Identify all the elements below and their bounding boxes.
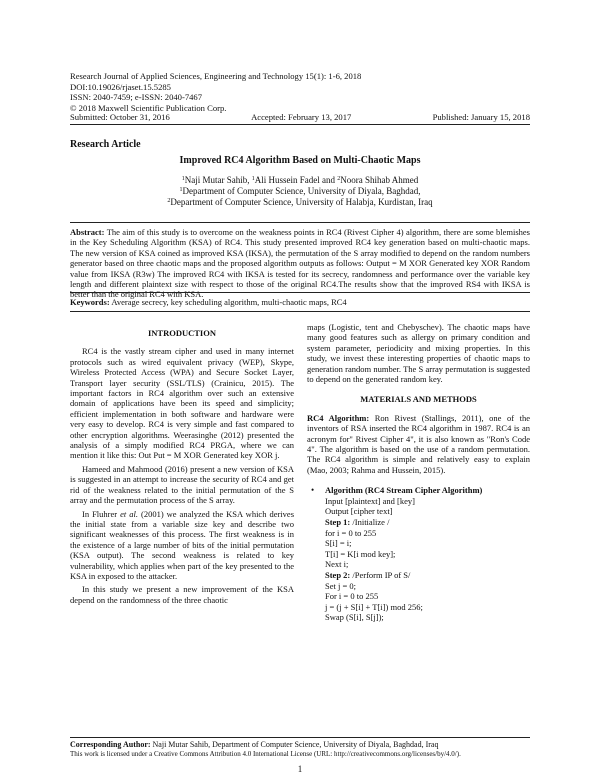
abstract-label: Abstract: [70, 227, 105, 237]
page-number: 1 [297, 764, 303, 774]
affil-sup: 2 [167, 198, 171, 204]
author-3: Noora Shihab Ahmed [340, 175, 419, 185]
doi: DOI:10.19026/rjaset.15.5285 [70, 81, 171, 92]
author-sup: 2 [337, 176, 341, 182]
algorithm-line: S[i] = i; [325, 538, 352, 549]
introduction-heading: INTRODUCTION [147, 328, 216, 338]
algorithm-line: Output [cipher text] [325, 506, 393, 517]
abstract [70, 227, 530, 300]
affiliation-2: $^2$Department of Computer Science, University of Halabja, Kurdistan, Iraq [167, 197, 433, 207]
corresponding-author: Corresponding Author: Naji Mutar Sahib, Department of Computer Science, University of Diyala, Baghdad, Iraq [70, 740, 439, 749]
intro-paragraph-2: Hameed and Mahmood (2016) present a new version of KSA is suggested in an attempt to increase the security of RC4 and get rid of the weakness related to the initial permutation of the S array and the permutation process of the S array. [70, 463, 294, 506]
keywords-text: Average secrecy, key scheduling algorithm, multi-chaotic maps, RC4 [111, 297, 347, 307]
intro-paragraph-1: RC4 is the vastly stream cipher and used in many internet protocols such as wired equivalent privacy (WEP), Skype, Wireless Protected Access (WPA) and Secure Socket Layer, Transport layer security (SSL/TLS) (Crainicu, 2015). The important factors in RC4 algorithm over such an extensive domain of applications have been its speed and simplicity; efficient implementation in both software and hardware were very easy to develop. RC4 is very simple and fast compared to other encryption algorithms. Weerasinghe (2012) presented the analysis of a simply modified RC4 PRGA, where we can mention it like this: Out Put = M XOR Generated key XOR j. [70, 346, 294, 461]
rc4-paragraph: RC4 Algorithm: Ron Rivest (Stallings, 2011), one of the inventors of RSA inserted the RC4 algorithm in 1987. RC4 is an acronym for" Rivest Cipher 4", it is also known as "Ron's Code 4". The algorithm is based on the use of a random permutation. The RC4 algorithm is simple and relatively easy to explain (Mao, 2003; Rahma and Hussein, 2015). [307, 412, 530, 475]
author-sup: 1 [251, 176, 255, 182]
article-dates [70, 112, 530, 122]
algorithm-line: Next i; [325, 559, 349, 570]
affil-sup: 1 [179, 187, 183, 193]
algorithm-line: For i = 0 to 255 [325, 591, 379, 602]
algorithm-title: Algorithm (RC4 Stream Cipher Algorithm) [325, 485, 483, 496]
bullet-icon: • [311, 485, 315, 496]
published-date: Published: January 15, 2018 [432, 112, 530, 122]
keywords [70, 297, 530, 307]
journal-header [70, 71, 361, 113]
submitted-date: Submitted: October 31, 2016 [70, 112, 170, 122]
issn: ISSN: 2040-7459; e-ISSN: 2040-7467 [70, 92, 203, 103]
license-note: This work is licensed under a Creative Commons Attribution 4.0 International License (URL: http://creativecommons.org/licenses/by/4.0/). [70, 749, 461, 758]
algorithm-line: j = (j + S[i] + T[i]) mod 256; [325, 601, 423, 612]
rc4-label: RC4 Algorithm: [307, 412, 370, 423]
accepted-date: Accepted: February 13, 2017 [251, 112, 352, 122]
algorithm-step-2: Step 2: /Perform IP of S/ [325, 570, 411, 581]
author-2: Ali Hussein Fadel and [254, 175, 335, 185]
journal-citation: Research Journal of Applied Sciences, Engineering and Technology 15(1): 1-6, 2018 [70, 71, 362, 81]
keywords-rule [70, 311, 530, 312]
algorithm-step-1: Step 1: /Initialize / [325, 517, 390, 528]
keywords-label: Keywords: [70, 297, 110, 307]
footer [70, 740, 530, 759]
article-type: Research Article [70, 139, 141, 150]
intro-paragraph-5: maps (Logistic, tent and Chebyschev). The chaotic maps have many good features such as allergy on primary condition and system parameter, periodicity and mixing properties. In this study, we invest these interesting properties of chaotic maps to generation random number. The S array permutation is suggested to depend on the generated random key. [307, 322, 530, 385]
author-line [70, 175, 530, 186]
algorithm-line: Set j = 0; [325, 580, 357, 591]
right-column [307, 322, 530, 623]
author-block [70, 175, 530, 208]
abstract-top-rule [70, 222, 530, 223]
article-title: Improved RC4 Algorithm Based on Multi-Chaotic Maps [179, 155, 421, 166]
author-1: Naji Mutar Sahib, [184, 175, 250, 185]
algorithm-line: Swap (S[i], S[j]); [325, 612, 384, 623]
abstract-bottom-rule [70, 292, 530, 293]
header-divider [70, 124, 530, 125]
footer-rule [70, 737, 530, 738]
methods-heading: MATERIALS AND METHODS [360, 394, 477, 405]
author-sup: 1 [181, 176, 185, 182]
algorithm-line: Input [plaintext] and [key] [325, 495, 415, 506]
algorithm-line: for i = 0 to 255 [325, 527, 377, 538]
intro-paragraph-4: In this study we present a new improvement of the KSA depend on the randomness of the three chaotic [70, 584, 294, 605]
intro-paragraph-3: In Fluhrer et al. (2001) we analyzed the KSA which derives the initial state from a variable size key and describe two significant weaknesses of this process. The first weakness is in the existence of a large number of bits of the initial permutation (KSA output). The second weakness is related to key vulnerability, which applies when part of the key presented to the KSA in exposed to the attacker. [70, 508, 294, 581]
left-column [70, 322, 294, 608]
rc4-algorithm [307, 485, 530, 623]
affiliation-1: $^1$Department of Computer Science, University of Diyala, Baghdad, [179, 186, 421, 196]
copyright: © 2018 Maxwell Scientific Publication Corp. [70, 102, 227, 113]
abstract-text: The aim of this study is to overcome on the weakness points in RC4 (Rivest Cipher 4) algorithm, there are some blemishes in the Key Scheduling Algorithm (KSA) of RC4. This study presented improved RC4 key generation based on multi-chaotic maps. The new version of KSA coined as improved KSA (IKSA), the permutation of the S array modified to depend on the random numbers generator based on three chaotic maps and the proposed algorithm outputs as follows: Output = M XOR Generated key XOR Random value from IKSA (R3w) The improved RC4 with IKSA is tested for its secrecy, randomness and performance over the variable key length and different plaintext size with respect to those of the original RC4.The results show that the improved RS4 with IKSA is better than the original RC4 with KSA. [70, 227, 530, 300]
algorithm-line: T[i] = K[i mod key]; [325, 548, 396, 559]
